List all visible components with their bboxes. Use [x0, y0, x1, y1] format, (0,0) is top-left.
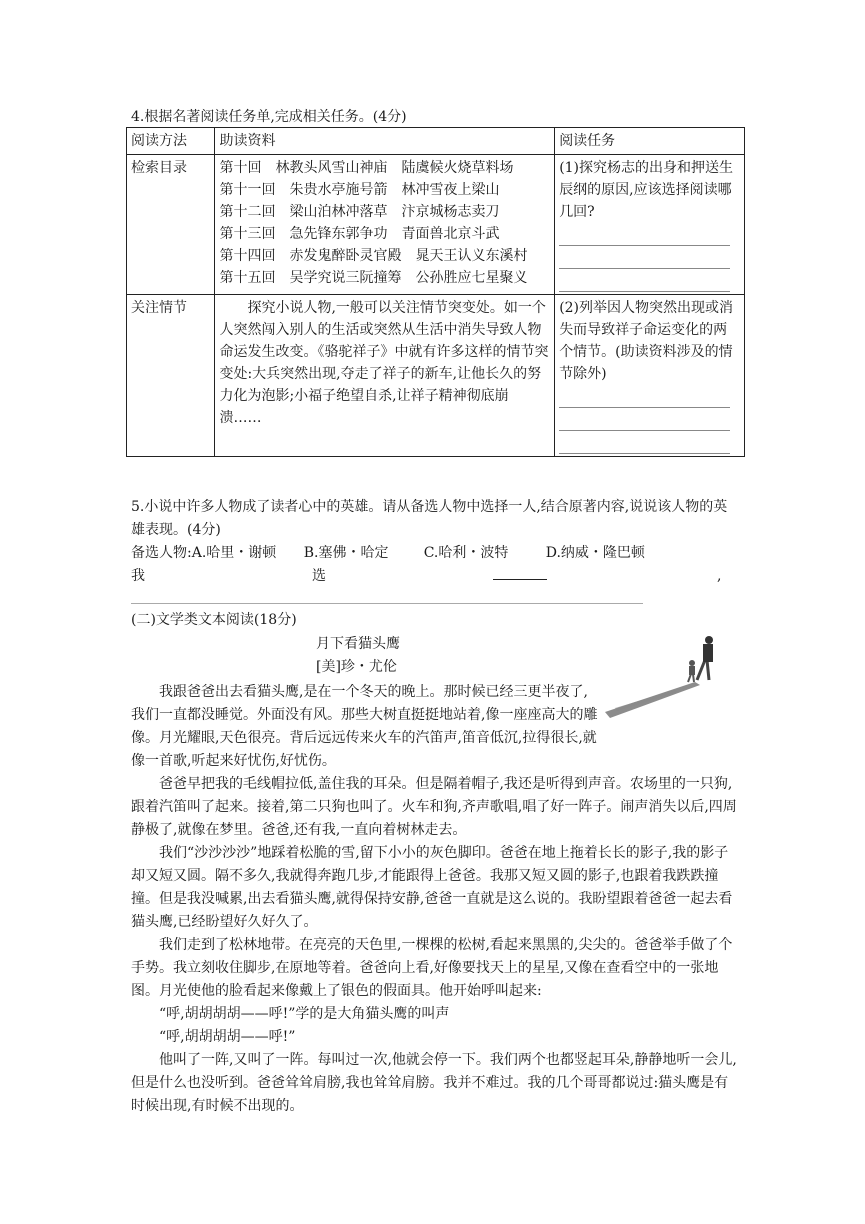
answer-sentence	[131, 565, 741, 588]
question-5-text: 5.小说中许多人物成了读者心中的英雄。请从备选人物中选择一人,结合原著内容,说说该人物的英雄表现。(4分)	[131, 499, 728, 538]
candidate-d: D.纳威・隆巴顿	[545, 545, 645, 561]
answer-line[interactable]	[559, 269, 730, 292]
task-cell	[555, 295, 745, 457]
task-text: (2)列举因人物突然出现或消失而导致祥子命运变化的两个情节。(助读资料涉及的情节除外)	[559, 300, 734, 382]
paragraph-text: 我跟爸爸出去看猫头鹰,是在一个冬天的晚上。那时候已经三更半夜了,我们一直都没睡觉。外面没有风。那些大树直挺挺地站着,像一座座高大的雕像。月光耀眼,天色很亮。背后远远传来火车的汽笛声,笛音低沉,拉得很长,就像一首歌,听起来好忧伤,好忧伤。	[131, 684, 598, 769]
chapter-item: 第十二回 梁山泊林冲落草 汴京城杨志卖刀	[219, 204, 500, 220]
answer-line[interactable]	[559, 408, 730, 431]
table-row	[127, 155, 745, 295]
task-text: (1)探究杨志的出身和押送生辰纲的原因,应该选择阅读哪几回?	[559, 160, 734, 220]
candidate-c: C.哈利・波特	[423, 545, 509, 561]
father-child-illustration	[605, 630, 735, 720]
article-paragraph	[131, 681, 599, 773]
article-paragraph: 我们“沙沙沙沙”地踩着松脆的雪,留下小小的灰色脚印。爸爸在地上拖着长长的影子,我的影子却又短又圆。隔不多久,我就得奔跑几步,才能跟得上爸爸。我那又短又圆的影子,也跟着我跌跌撞撞。但是我没喊累,出去看猫头鹰,就得保持安静,爸爸一直就是这么说的。我盼望跟着爸爸一起去看猫头鹰,已经盼望好久好久了。	[131, 845, 733, 930]
chapter-item: 第十回 林教头风雪山神庙 陆虞候火烧草料场	[219, 160, 514, 176]
header-material: 助读资料	[215, 128, 555, 155]
header-task: 阅读任务	[555, 128, 745, 155]
candidate-list	[131, 542, 741, 565]
answer-line[interactable]	[559, 223, 730, 246]
article-title: 月下看猫头鹰	[316, 636, 400, 652]
chapter-list	[215, 155, 555, 295]
answer-blank[interactable]	[493, 579, 547, 580]
chapter-item: 第十五回 吴学究说三阮撞筹 公孙胜应七星聚义	[219, 270, 528, 286]
article-author: [美]珍・尤伦	[316, 659, 397, 675]
reading-task-table	[126, 127, 745, 457]
article-paragraph: 他叫了一阵,又叫了一阵。每叫过一次,他就会停一下。我们两个也都竖起耳朵,静静地听一会儿,但是什么也没听到。爸爸耸耸肩膀,我也耸耸肩膀。我并不难过。我的几个哥哥都说过:猫头鹰是有时候出现,有时候不出现的。	[131, 1052, 737, 1114]
method-cell: 关注情节	[127, 295, 215, 457]
article-paragraph: 爸爸早把我的毛线帽拉低,盖住我的耳朵。但是隔着帽子,我还是听得到声音。农场里的一只狗,跟着汽笛叫了起来。接着,第二只狗也叫了。火车和狗,齐声歌唱,唱了好一阵子。闹声消失以后,四周静极了,就像在梦里。爸爸,还有我,一直向着树林走去。	[131, 776, 737, 838]
candidate-b: B.塞佛・哈定	[303, 545, 389, 561]
table-row	[127, 295, 745, 457]
method-cell: 检索目录	[127, 155, 215, 295]
candidate-a: A.哈里・谢顿	[191, 545, 277, 561]
table-header-row	[127, 128, 745, 155]
answer-line[interactable]	[559, 431, 730, 454]
chapter-item: 第十一回 朱贵水亭施号箭 林冲雪夜上梁山	[219, 182, 500, 198]
material-text: 探究小说人物,一般可以关注情节突变处。如一个人突然闯入别人的生活或突然从生活中消失导致人物命运发生改变。《骆驼祥子》中就有许多这样的情节突变处:大兵突然出现,夺走了祥子的新车,让他长久的努力化为泡影;小福子绝望自杀,让祥子精神彻底崩溃……	[219, 300, 549, 426]
answer-choose: 选	[312, 568, 326, 584]
section-heading: (二)文学类文本阅读(18分)	[131, 612, 297, 628]
answer-line[interactable]	[559, 385, 730, 408]
chapter-item: 第十三回 急先锋东郭争功 青面兽北京斗武	[219, 226, 500, 242]
header-method: 阅读方法	[127, 128, 215, 155]
candidates-label: 备选人物:	[131, 545, 192, 561]
task-cell	[555, 155, 745, 295]
material-cell	[215, 295, 555, 457]
article-paragraph: “呼,胡胡胡胡——呼!”	[159, 1029, 296, 1045]
divider-line	[131, 603, 643, 604]
question-4-title: 4.根据名著阅读任务单,完成相关任务。(4分)	[131, 109, 407, 125]
article-paragraph: 我们走到了松林地带。在亮亮的天色里,一棵棵的松树,看起来黑黑的,尖尖的。爸爸举手做了个手势。我立刻收住脚步,在原地等着。爸爸向上看,好像要找天上的星星,又像在查看空中的一张地图。月光使他的脸看起来像戴上了银色的假面具。他开始呼叫起来:	[131, 937, 733, 999]
chapter-item: 第十四回 赤发鬼醉卧灵官殿 晁天王认义东溪村	[219, 248, 528, 264]
answer-prefix: 我	[131, 568, 145, 584]
answer-end: ,	[717, 568, 722, 584]
article-paragraph: “呼,胡胡胡胡——呼!”学的是大角猫头鹰的叫声	[159, 1006, 450, 1022]
answer-line[interactable]	[559, 246, 730, 269]
